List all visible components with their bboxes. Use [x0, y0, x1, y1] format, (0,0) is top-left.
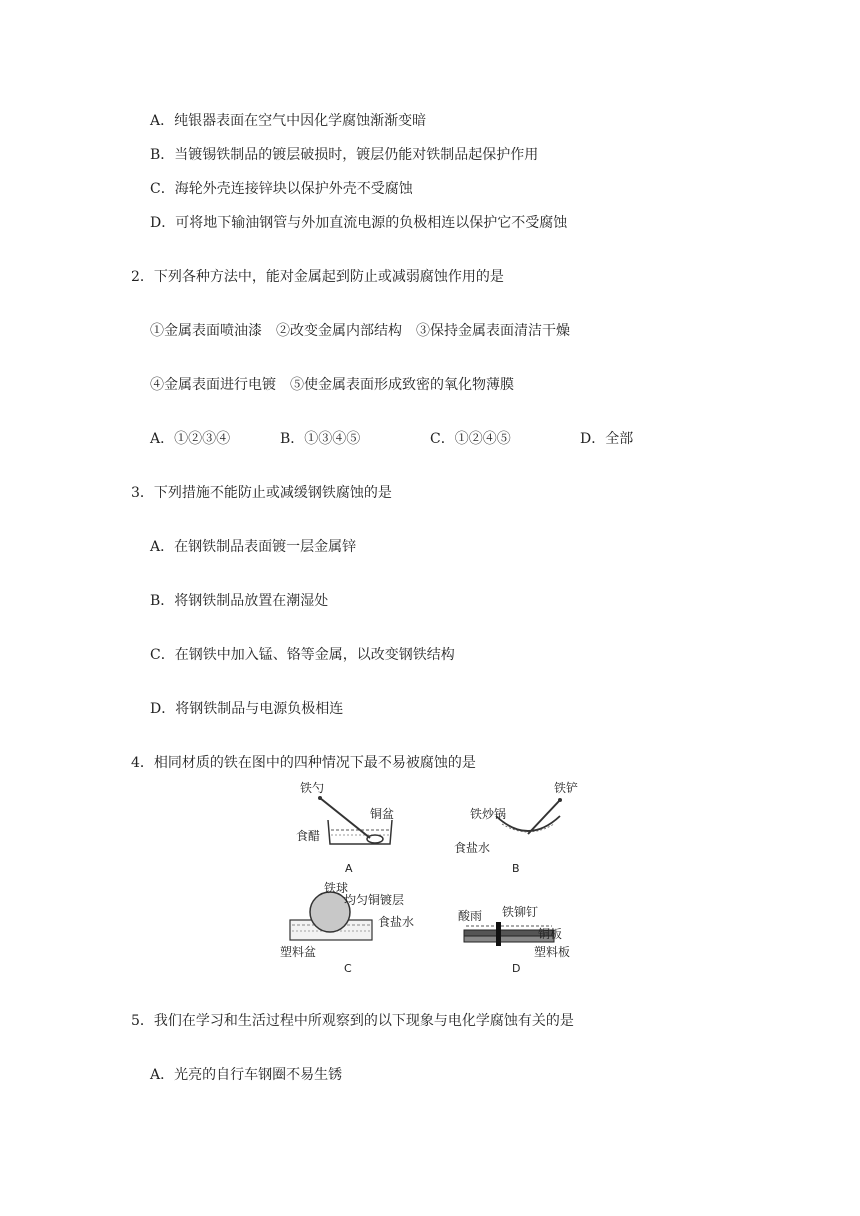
label-salt-water-c: 食盐水	[378, 915, 415, 929]
figure-panel-b	[454, 780, 578, 875]
q4-corrosion-figure	[278, 780, 588, 980]
caption-c: C	[344, 962, 352, 975]
q2-stem: 2．下列各种方法中，能对金属起到防止或减弱腐蚀作用的是	[131, 269, 504, 285]
q1-option-d: D．可将地下输油钢管与外加直流电源的负极相连以保护它不受腐蚀	[150, 215, 568, 231]
q1-option-a: A．纯银器表面在空气中因化学腐蚀渐渐变暗	[150, 113, 427, 129]
label-iron-rivet: 铁铆钉	[502, 905, 539, 919]
q2-option-b: B．①③④⑤	[280, 431, 361, 447]
caption-b: B	[512, 862, 520, 875]
q3-option-c: C．在钢铁中加入锰、铬等金属，以改变钢铁结构	[150, 647, 455, 663]
label-copper-plate: 铜板	[538, 927, 563, 941]
label-salt-water-b: 食盐水	[454, 841, 491, 855]
figure-panel-c	[280, 880, 414, 975]
q2-option-c: C．①②④⑤	[430, 431, 511, 447]
label-plastic-basin: 塑料盆	[280, 945, 317, 959]
caption-a: A	[345, 862, 353, 875]
q3-stem: 3．下列措施不能防止或减缓钢铁腐蚀的是	[131, 485, 392, 501]
q3-option-d: D．将钢铁制品与电源负极相连	[150, 701, 344, 717]
q2-option-a: A．①②③④	[150, 431, 231, 447]
caption-d: D	[512, 962, 521, 975]
label-iron-wok: 铁炒锅	[470, 807, 507, 821]
q2-items-line2: ④金属表面进行电镀 ⑤使金属表面形成致密的氧化物薄膜	[150, 377, 514, 393]
figure-panel-d	[458, 904, 570, 975]
q3-option-b: B．将钢铁制品放置在潮湿处	[150, 593, 329, 609]
q3-option-a: A．在钢铁制品表面镀一层金属锌	[150, 539, 357, 555]
q5-stem: 5．我们在学习和生活过程中所观察到的以下现象与电化学腐蚀有关的是	[131, 1013, 574, 1029]
q2-option-d: D．全部	[580, 431, 634, 447]
q4-stem: 4．相同材质的铁在图中的四种情况下最不易被腐蚀的是	[131, 755, 476, 771]
label-copper-basin: 铜盆	[370, 807, 395, 821]
q5-option-a: A．光亮的自行车钢圈不易生锈	[150, 1067, 343, 1083]
label-copper-plating: 均匀铜镀层	[344, 893, 405, 907]
label-iron-ball: 铁球	[324, 881, 349, 895]
label-vinegar: 食醋	[296, 829, 321, 843]
q2-items-line1: ①金属表面喷油漆 ②改变金属内部结构 ③保持金属表面清洁干燥	[150, 323, 570, 339]
q1-option-c: C．海轮外壳连接锌块以保护外壳不受腐蚀	[150, 181, 413, 197]
figure-panel-a	[296, 780, 394, 875]
label-iron-spatula: 铁铲	[554, 781, 579, 795]
label-plastic-board: 塑料板	[534, 945, 571, 959]
label-acid-rain: 酸雨	[458, 909, 483, 923]
label-iron-spoon: 铁勺	[300, 781, 325, 795]
q1-option-b: B．当镀锡铁制品的镀层破损时，镀层仍能对铁制品起保护作用	[150, 147, 539, 163]
